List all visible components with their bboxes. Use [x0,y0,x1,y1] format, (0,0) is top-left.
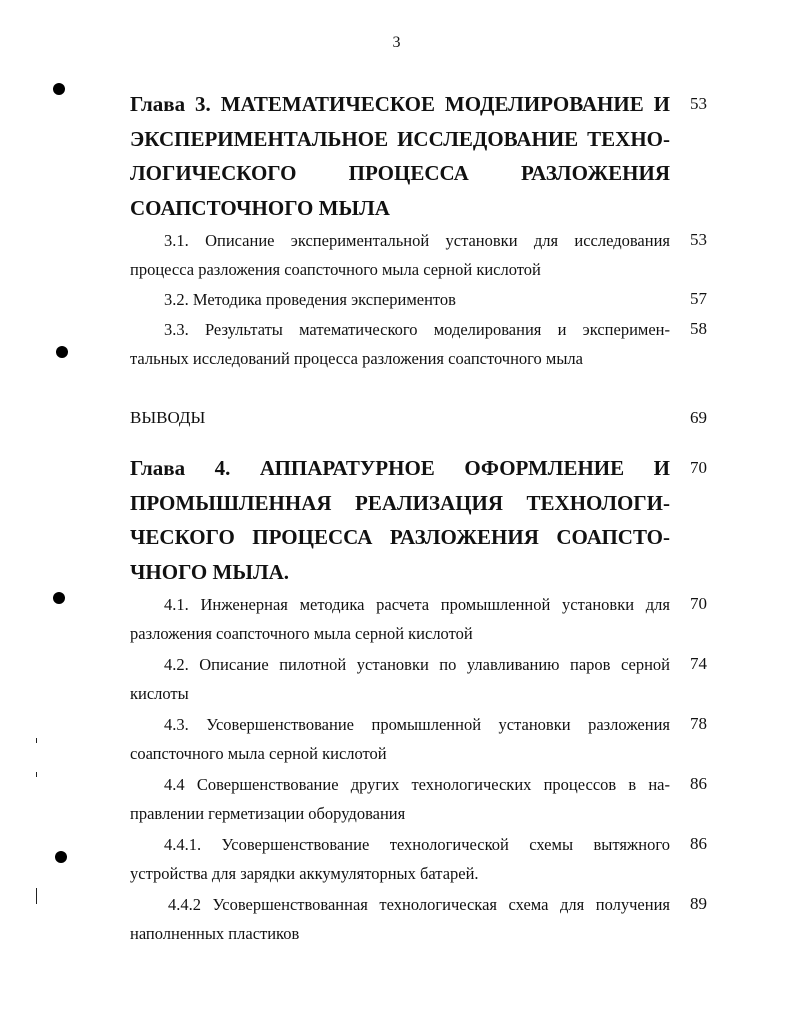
toc-chapter-line: ЧЕСКОГО ПРОЦЕССА РАЗЛОЖЕНИЯ СОАПСТО- [130,525,670,549]
toc-section-line: 4.3. Усовершенствование промышленной установки разложения [164,715,670,734]
toc-chapter-line: ЭКСПЕРИМЕНТАЛЬНОЕ ИССЛЕДОВАНИЕ ТЕХНО- [130,126,670,151]
toc-page-number: 78 [690,714,707,733]
toc-section-line: кислоты [130,684,189,703]
toc-chapter-line: СОАПСТОЧНОГО МЫЛА [130,195,390,220]
scan-mark [36,738,37,743]
toc-page-number: 70 [690,594,707,613]
toc-page-number: 86 [690,774,707,793]
page-number: 3 [392,34,401,51]
toc-section-line: тальных исследований процесса разложения соапсточного мыла [130,349,583,368]
toc-section-3-3 [130,315,670,373]
toc-section-3-1 [130,226,670,284]
toc-section-line: устройства для зарядки аккумуляторных батарей. [130,864,479,883]
scan-mark [36,772,37,777]
toc-section-4-4 [130,770,670,828]
toc-page-number: 70 [690,458,707,477]
toc-section-line: 4.4.2 Усовершенствованная технологическая схема для получения [168,895,670,914]
toc-chapter-4 [130,451,670,589]
toc-section-line: 4.4 Совершенствование других технологических процессов в на- [164,775,670,794]
toc-page-number: 53 [690,94,707,113]
toc-section-4-4-1 [130,830,670,888]
toc-chapter-line: ЛОГИЧЕСКОГО ПРОЦЕССА РАЗЛОЖЕНИЯ [130,161,670,185]
toc-chapter-line: Глава 3. МАТЕМАТИЧЕСКОЕ МОДЕЛИРОВАНИЕ И [130,92,670,116]
toc-conclusions: ВЫВОДЫ [130,408,206,427]
toc-section-line: разложения соапсточного мыла серной кислотой [130,624,473,643]
toc-section-line: наполненных пластиков [130,924,300,943]
toc-page-number: 74 [690,654,707,673]
toc-chapter-line: ЧНОГО МЫЛА. [130,559,290,584]
scan-mark [36,888,37,904]
punch-hole-mark [53,83,65,95]
toc-chapter-line: ПРОМЫШЛЕННАЯ РЕАЛИЗАЦИЯ ТЕХНОЛОГИ- [130,490,670,515]
punch-hole-mark [55,851,67,863]
punch-hole-mark [53,592,65,604]
toc-page-number: 57 [690,289,707,308]
toc-section-line: 4.1. Инженерная методика расчета промышленной установки для [164,595,670,614]
toc-page-number: 69 [690,408,707,427]
toc-section-line: 4.2. Описание пилотной установки по улавливанию паров серной [164,655,670,674]
toc-page-number: 86 [690,834,707,853]
toc-section-3-2 [130,285,670,314]
toc-section-line: 3.3. Результаты математического моделирования и эксперимен- [164,320,670,339]
toc-section-line: соапсточного мыла серной кислотой [130,744,387,763]
toc-chapter-line: Глава 4. АППАРАТУРНОЕ ОФОРМЛЕНИЕ И [130,456,670,480]
toc-section-line: правлении герметизации оборудования [130,804,406,823]
toc-section-4-1 [130,590,670,648]
toc-section-4-4-2 [130,890,670,948]
toc-chapter-3 [130,87,670,225]
toc-page-number: 53 [690,230,707,249]
toc-page-number: 89 [690,894,707,913]
toc-page-number: 58 [690,319,707,338]
toc-section-line: процесса разложения соапсточного мыла серной кислотой [130,260,541,279]
toc-section-line: 3.2. Методика проведения экспериментов [164,290,456,309]
punch-hole-mark [56,346,68,358]
toc-section-4-3 [130,710,670,768]
toc-section-line: 4.4.1. Усовершенствование технологической схемы вытяжного [164,835,670,854]
toc-section-line: 3.1. Описание экспериментальной установки для исследования [164,231,670,250]
toc-section-4-2 [130,650,670,708]
